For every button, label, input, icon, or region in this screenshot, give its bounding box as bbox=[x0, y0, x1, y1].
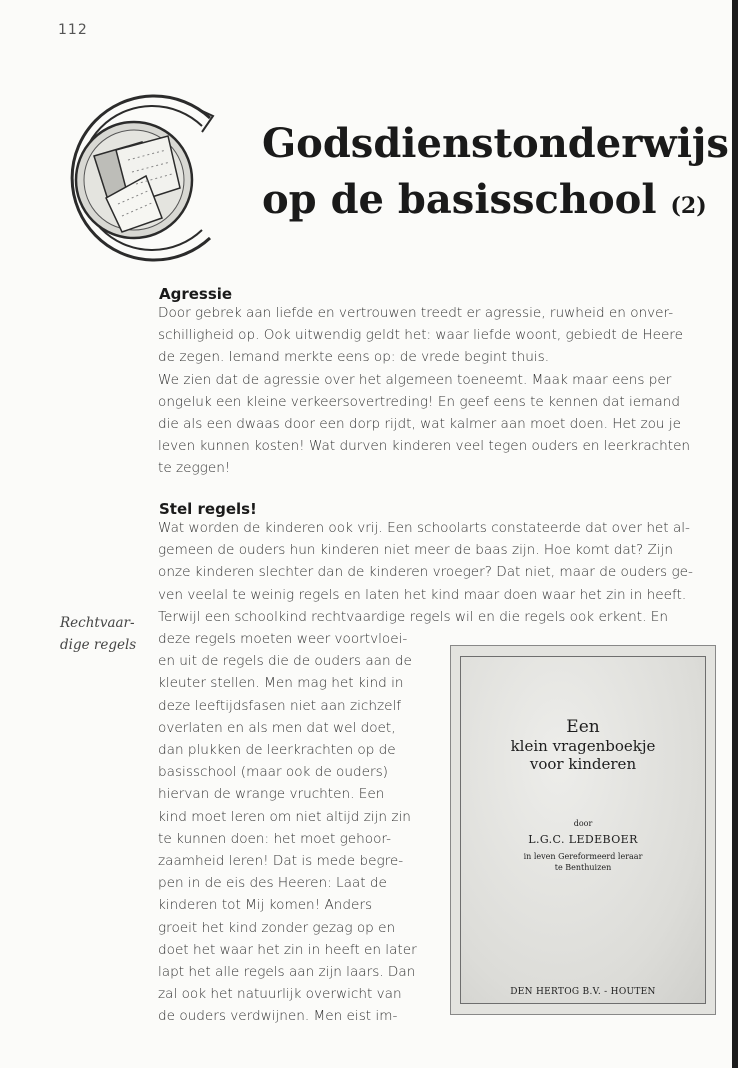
page-number: 112 bbox=[58, 22, 88, 38]
book-cover-image bbox=[450, 645, 716, 1015]
text-line: onze kinderen slechter dan de kinderen vroeger? Dat niet, maar de ouders ge- bbox=[158, 564, 693, 581]
book-author: L.G.C. LEDEBOER bbox=[528, 833, 638, 846]
text-line: ongeluk een kleine verkeersovertreding! En geef eens te kennen dat iemand bbox=[158, 393, 680, 410]
text-line: zaamheid leren! Dat is mede begre- bbox=[158, 853, 404, 870]
book-by: door bbox=[573, 819, 593, 828]
section-heading-stel-regels: Stel regels! bbox=[159, 500, 257, 518]
text-line: ven veelal te weinig regels en laten het kind maar doen waar het zin in heeft. bbox=[158, 586, 687, 603]
text-line: kleuter stellen. Men mag het kind in bbox=[158, 675, 404, 692]
text-line: de zegen. Iemand merkte eens op: de vrede begint thuis. bbox=[158, 349, 550, 366]
text-line: kind moet leren om niet altijd zijn zin bbox=[158, 808, 411, 825]
text-line: Terwijl een schoolkind rechtvaardige regels wil en die regels ook erkent. En bbox=[158, 608, 668, 625]
book-publisher: DEN HERTOG B.V. - HOUTEN bbox=[510, 987, 656, 997]
text-line: Door gebrek aan liefde en vertrouwen treedt er agressie, ruwheid en onver- bbox=[158, 305, 674, 321]
text-line: hiervan de wrange vruchten. Een bbox=[158, 786, 385, 803]
text-line: schilligheid op. Ook uitwendig geldt het: waar liefde woont, gebiedt de Heere bbox=[158, 327, 683, 344]
section-body-stel-regels-narrow bbox=[158, 628, 442, 1028]
book-author-subtitle-2: te Benthuizen bbox=[554, 863, 612, 872]
text-line: en uit de regels die de ouders aan de bbox=[158, 653, 412, 670]
book-title-line-1: Een bbox=[566, 717, 600, 737]
text-line: doet het waar het zin in heeft en later bbox=[158, 941, 417, 958]
text-line: lapt het alle regels aan zijn laars. Dan bbox=[158, 964, 416, 981]
text-line: basisschool (maar ook de ouders) bbox=[158, 764, 388, 781]
text-line: die als een dwaas door een dorp rijdt, wat kalmer aan moet doen. Het zou je bbox=[158, 416, 681, 433]
text-line: dan plukken de leerkrachten op de bbox=[158, 742, 396, 759]
section-body-stel-regels bbox=[158, 517, 718, 628]
title-line-2 bbox=[262, 176, 729, 223]
text-line: te zeggen! bbox=[158, 460, 231, 477]
text-line: pen in de eis des Heeren: Laat de bbox=[158, 875, 387, 892]
text-line: leven kunnen kosten! Wat durven kinderen veel tegen ouders en leerkrachten bbox=[158, 438, 691, 455]
text-line: te kunnen doen: het moet gehoor- bbox=[158, 830, 392, 847]
text-line: kinderen tot Mij komen! Anders bbox=[158, 897, 373, 914]
margin-note-line-2: dige regels bbox=[60, 637, 137, 654]
text-line: We zien dat de agressie over het algemeen toeneemt. Maak maar eens per bbox=[158, 371, 672, 388]
title-line-1: Godsdienstonderwijs bbox=[262, 120, 729, 167]
section-heading-agressie: Agressie bbox=[159, 285, 233, 303]
book-author-subtitle-1: in leven Gereformeerd leraar bbox=[523, 852, 643, 861]
section-logo bbox=[50, 86, 218, 270]
text-line: overlaten en als men dat wel doet, bbox=[158, 719, 396, 736]
page-title bbox=[262, 120, 729, 223]
margin-note-line-1: Rechtvaar- bbox=[60, 615, 135, 631]
page-spine-edge bbox=[732, 0, 738, 1068]
section-body-agressie bbox=[158, 302, 718, 480]
text-line: groeit het kind zonder gezag op en bbox=[158, 919, 396, 936]
text-line: de ouders verdwijnen. Men eist im- bbox=[158, 1008, 398, 1025]
title-part-suffix: (2) bbox=[670, 193, 707, 219]
text-line: deze leeftijdsfasen niet aan zichzelf bbox=[158, 697, 402, 714]
paper-sheets-icon bbox=[50, 86, 218, 270]
book-cover-frame bbox=[460, 656, 706, 1004]
margin-note bbox=[60, 612, 136, 656]
text-line: zal ook het natuurlijk overwicht van bbox=[158, 986, 402, 1003]
title-line-2-text: op de basisschool bbox=[262, 176, 657, 223]
book-title-line-3: voor kinderen bbox=[529, 755, 637, 773]
text-line: gemeen de ouders hun kinderen niet meer de baas zijn. Hoe komt dat? Zijn bbox=[158, 542, 674, 559]
book-title-line-2: klein vragenboekje bbox=[510, 737, 656, 755]
text-line: Wat worden de kinderen ook vrij. Een schoolarts constateerde dat over het al- bbox=[158, 520, 690, 536]
text-line: deze regels moeten weer voortvloei- bbox=[158, 631, 408, 647]
